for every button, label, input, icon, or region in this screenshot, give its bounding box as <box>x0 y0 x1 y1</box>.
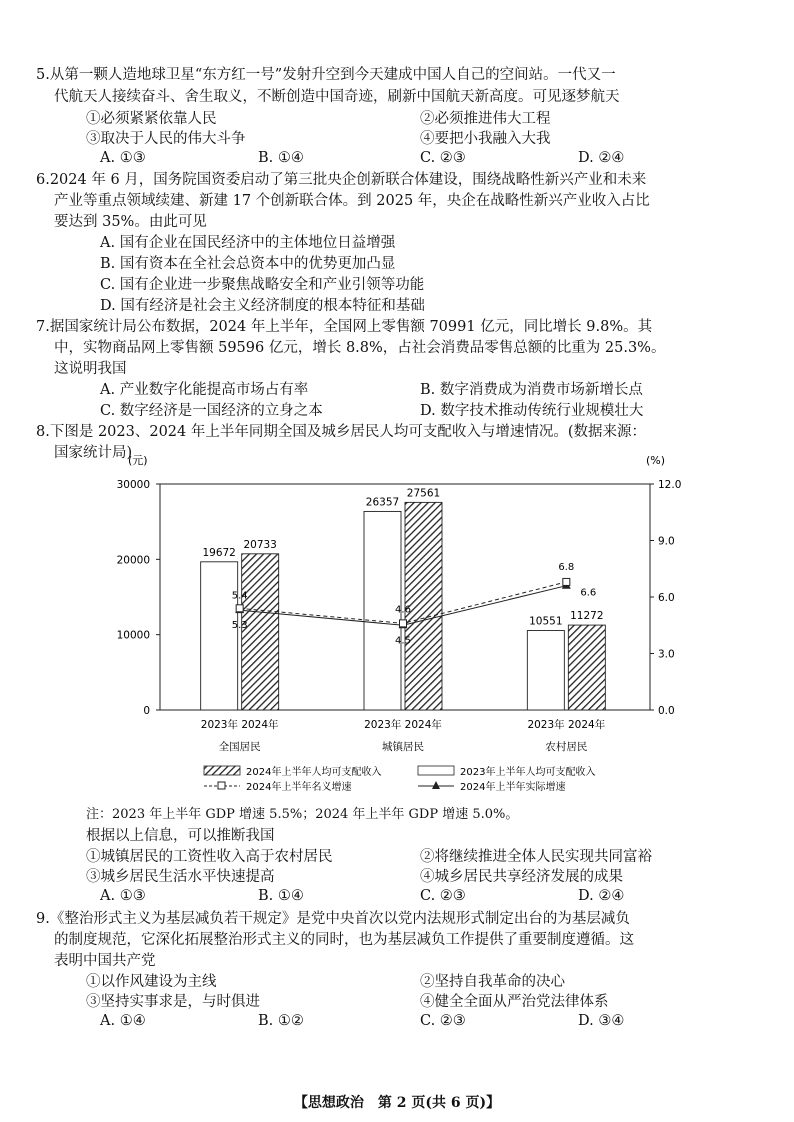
q5-statement-4: ④要把小我融入大我 <box>420 131 551 147</box>
q5-option-c[interactable]: C. ②③ <box>420 150 466 166</box>
y-left-tick-label: 30000 <box>116 479 150 491</box>
q9-statement-1: ①以作风建设为主线 <box>86 974 217 990</box>
y-right-tick-label: 0.0 <box>658 705 675 717</box>
q7-option-a[interactable]: A. 产业数字化能提高市场占有率 <box>100 382 309 398</box>
legend-swatch-2023-income <box>418 766 454 775</box>
q8-option-d[interactable]: D. ②④ <box>578 888 625 904</box>
y-right-tick-label: 3.0 <box>658 648 675 661</box>
legend-label-real: 2024年上半年实际增速 <box>460 782 566 793</box>
x-year-labels: 2023年 2024年 <box>527 719 606 731</box>
bar-2024 <box>242 554 279 710</box>
legend-label-nominal: 2024年上半年名义增速 <box>246 782 352 793</box>
legend-marker-nominal <box>218 782 225 789</box>
nominal-growth-label: 4.6 <box>395 604 411 616</box>
legend-label-2023-income: 2023年上半年人均可支配收入 <box>460 767 596 778</box>
nominal-growth-marker <box>400 620 407 627</box>
q9-statement-2: ②坚持自我革命的决心 <box>420 974 565 990</box>
q6-stem-line1: 6.2024 年 6 月，国务院国资委启动了第三批央企创新联合体建设，围绕战略性新兴产业和未来 <box>36 172 647 188</box>
x-category-label: 城镇居民 <box>382 741 424 753</box>
q8-stem-question: 根据以上信息，可以推断我国 <box>86 828 275 844</box>
q6-option-d[interactable]: D. 国有经济是社会主义经济制度的根本特征和基础 <box>100 298 425 314</box>
y-left-tick-label: 10000 <box>116 629 150 642</box>
q8-statement-3: ③城乡居民生活水平快速提高 <box>86 869 275 885</box>
q9-option-d[interactable]: D. ③④ <box>578 1013 625 1029</box>
q7-stem-line3: 这说明我国 <box>54 361 127 377</box>
x-category-label: 全国居民 <box>218 741 261 753</box>
bar-2024-value-label: 20733 <box>243 538 277 551</box>
q8-option-a[interactable]: A. ①③ <box>100 888 146 904</box>
q5-option-b[interactable]: B. ①④ <box>258 150 304 166</box>
bar-2024 <box>568 625 605 710</box>
q9-statement-3: ③坚持实事求是，与时俱进 <box>86 994 260 1010</box>
q7-stem-line2: 中，实物商品网上零售额 59596 亿元，增长 8.8%，占社会消费品零售总额的比重为 25.3%。 <box>54 340 666 356</box>
real-growth-label: 4.5 <box>395 635 411 647</box>
legend-marker-real <box>432 781 440 789</box>
q5-statement-1: ①必须紧紧依靠人民 <box>86 111 217 127</box>
q5-stem-line1: 5.从第一颗人造地球卫星“东方红一号”发射升空到今天建成中国人自己的空间站。一代又一 <box>36 67 616 83</box>
q8-chart-note: 注：2023 年上半年 GDP 增速 5.5%；2024 年上半年 GDP 增速 5.0%。 <box>86 807 519 822</box>
q8-statement-4: ④城乡居民共享经济发展的成果 <box>420 869 623 885</box>
q6-stem-line3: 要达到 35%。由此可见 <box>54 214 207 230</box>
q5-statement-3: ③取决于人民的伟大斗争 <box>86 131 246 147</box>
q8-statement-1: ①城镇居民的工资性收入高于农村居民 <box>86 849 333 865</box>
nominal-growth-label: 5.4 <box>231 590 248 602</box>
q6-option-b[interactable]: B. 国有资本在全社会总资本中的优势更加凸显 <box>100 256 396 272</box>
real-growth-label: 6.6 <box>580 587 597 599</box>
nominal-growth-line <box>240 582 567 623</box>
bar-2024-value-label: 11272 <box>570 610 604 623</box>
nominal-growth-marker <box>563 578 570 585</box>
q9-stem-line2: 的制度规范，它深化拓展整治形式主义的同时，也为基层减负工作提供了重要制度遵循。这 <box>54 932 634 948</box>
y-axis-right-unit: (%) <box>646 454 666 467</box>
y-left-tick-label: 0 <box>143 705 150 717</box>
y-right-tick-label: 6.0 <box>658 592 675 604</box>
legend-swatch-2024-income <box>204 766 240 775</box>
q5-option-d[interactable]: D. ②④ <box>578 150 625 166</box>
real-growth-label: 5.3 <box>231 620 248 632</box>
q5-option-a[interactable]: A. ①③ <box>100 150 146 166</box>
bar-2024-value-label: 27561 <box>406 487 441 500</box>
q9-statement-4: ④健全全面从严治党法律体系 <box>420 994 609 1010</box>
bar-2023-value-label: 19672 <box>202 546 236 559</box>
income-growth-chart <box>100 448 700 798</box>
x-year-labels: 2023年 2024年 <box>364 719 442 731</box>
q7-option-d[interactable]: D. 数字技术推动传统行业规模壮大 <box>420 403 644 419</box>
q8-stem-line2: 国家统计局) <box>54 445 133 461</box>
q8-statement-2: ②将继续推进全体人民实现共同富裕 <box>420 849 652 865</box>
q9-stem-line3: 表明中国共产党 <box>54 953 156 969</box>
q9-stem-line1: 9.《整治形式主义为基层减负若干规定》是党中央首次以党内法规形式制定出台的为基层减负 <box>36 911 630 927</box>
q6-option-a[interactable]: A. 国有企业在国民经济中的主体地位日益增强 <box>100 235 396 251</box>
bar-2023 <box>527 631 564 710</box>
page-footer: 【思想政治 第 2 页(共 6 页)】 <box>293 1095 501 1111</box>
x-category-label: 农村居民 <box>545 741 588 753</box>
nominal-growth-marker <box>236 605 243 612</box>
q8-option-c[interactable]: C. ②③ <box>420 888 466 904</box>
legend-label-2024-income: 2024年上半年人均可支配收入 <box>246 767 382 778</box>
q7-option-b[interactable]: B. 数字消费成为消费市场新增长点 <box>420 382 643 398</box>
q8-stem-line1: 8.下图是 2023、2024 年上半年同期全国及城乡居民人均可支配收入与增速情况。(数据来源： <box>36 424 647 440</box>
q5-statement-2: ②必须推进伟大工程 <box>420 111 551 127</box>
y-axis-left-unit: (元) <box>128 454 148 467</box>
y-right-tick-label: 9.0 <box>658 535 675 548</box>
q5-stem-line2: 代航天人接续奋斗、舍生取义，不断创造中国奇迹，刷新中国航天新高度。可见逐梦航天 <box>54 89 620 105</box>
q6-stem-line2: 产业等重点领域续建、新建 17 个创新联合体。到 2025 年，央企在战略性新兴产业收入占比 <box>54 193 650 209</box>
q9-option-b[interactable]: B. ①② <box>258 1013 304 1029</box>
bar-2023-value-label: 10551 <box>529 615 563 628</box>
q9-option-c[interactable]: C. ②③ <box>420 1013 466 1029</box>
q8-option-b[interactable]: B. ①④ <box>258 888 304 904</box>
y-left-tick-label: 20000 <box>116 554 150 567</box>
q7-stem-line1: 7.据国家统计局公布数据，2024 年上半年，全国网上零售额 70991 亿元，同比增长 9.8%。其 <box>36 319 653 335</box>
nominal-growth-label: 6.8 <box>558 561 575 573</box>
y-right-tick-label: 12.0 <box>658 479 682 491</box>
q6-option-c[interactable]: C. 国有企业进一步聚焦战略安全和产业引领等功能 <box>100 277 425 293</box>
q7-option-c[interactable]: C. 数字经济是一国经济的立身之本 <box>100 403 323 419</box>
x-year-labels: 2023年 2024年 <box>200 719 279 731</box>
bar-2023-value-label: 26357 <box>365 496 400 509</box>
q9-option-a[interactable]: A. ①④ <box>100 1013 146 1029</box>
bar-2023 <box>201 562 238 710</box>
